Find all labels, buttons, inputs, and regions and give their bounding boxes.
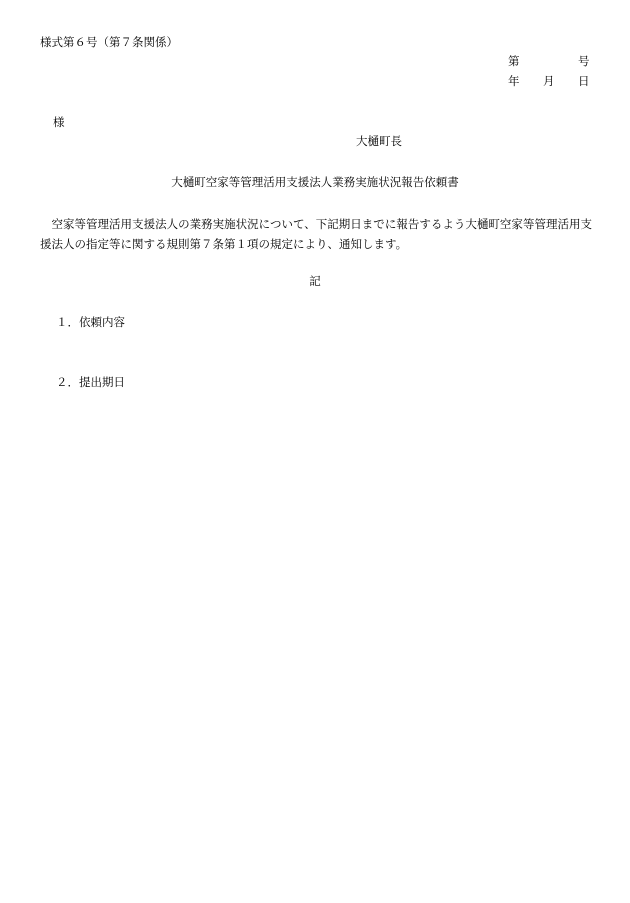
document-number-prefix: 第 [508,54,520,68]
addressee: 様 [53,115,65,129]
list-item-submission-deadline: ２．提出期日 [56,375,125,389]
document-title: 大樋町空家等管理活用支援法人業務実施状況報告依頼書 [171,175,459,189]
date-year: 年 [508,74,520,88]
document-number-suffix: 号 [578,54,590,68]
date-month: 月 [543,74,555,88]
list-item-request-content: １．依頼内容 [56,315,125,329]
form-number: 様式第６号（第７条関係） [40,35,178,49]
body-paragraph: 空家等管理活用支援法人の業務実施状況について、下記期日までに報告するよう大樋町空家等管理活用支援法人の指定等に関する規則第７条第１項の規定により、通知します。 [40,217,592,251]
ki-heading: 記 [309,274,321,288]
date-day: 日 [578,74,590,88]
issuer: 大樋町長 [356,134,402,148]
